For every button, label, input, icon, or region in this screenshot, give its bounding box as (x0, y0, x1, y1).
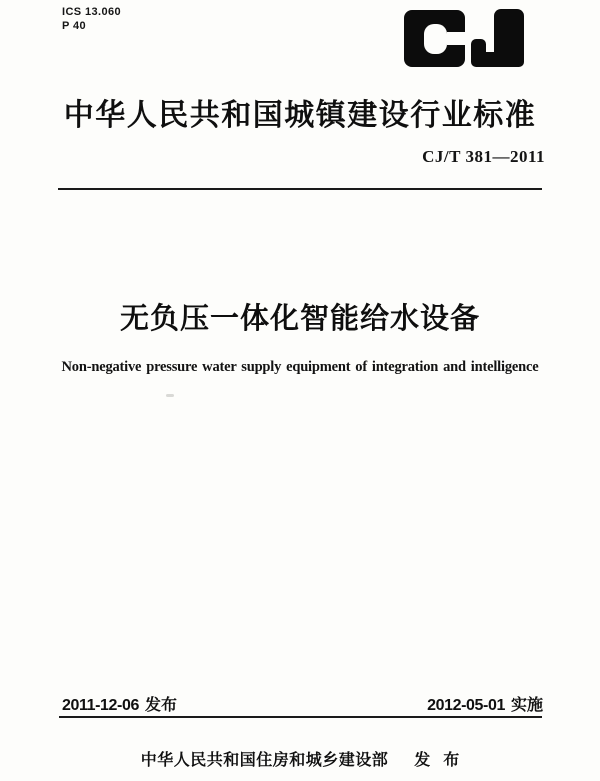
classification-code: P 40 (62, 20, 87, 32)
implement-date-label: 实施 (510, 697, 543, 714)
ics-codes (62, 5, 121, 33)
issue-date-label: 发布 (144, 697, 177, 714)
issue-date-item (62, 692, 177, 715)
implement-date: 2012-05-01 (427, 697, 505, 714)
publisher-action-label: 发布 (414, 752, 473, 769)
publisher-name: 中华人民共和国住房和城乡建设部 (140, 752, 389, 769)
issue-date: 2011-12-06 (62, 697, 139, 714)
publisher-row (0, 747, 600, 770)
date-row (62, 692, 543, 715)
standard-class-title: 中华人民共和国城镇建设行业标准 (63, 99, 537, 132)
footer-divider (59, 716, 542, 718)
ics-code: ICS 13.060 (62, 6, 122, 18)
scan-artifact (166, 394, 174, 397)
document-title-en: Non-negative pressure water supply equipment of integration and intelligence (61, 359, 539, 375)
document-title-zh: 无负压一体化智能给水设备 (119, 303, 480, 335)
implement-date-item (427, 692, 543, 715)
standard-number: CJ/T 381—2011 (422, 147, 545, 166)
header-divider (58, 188, 542, 190)
cj-standard-logo-icon (404, 9, 526, 68)
